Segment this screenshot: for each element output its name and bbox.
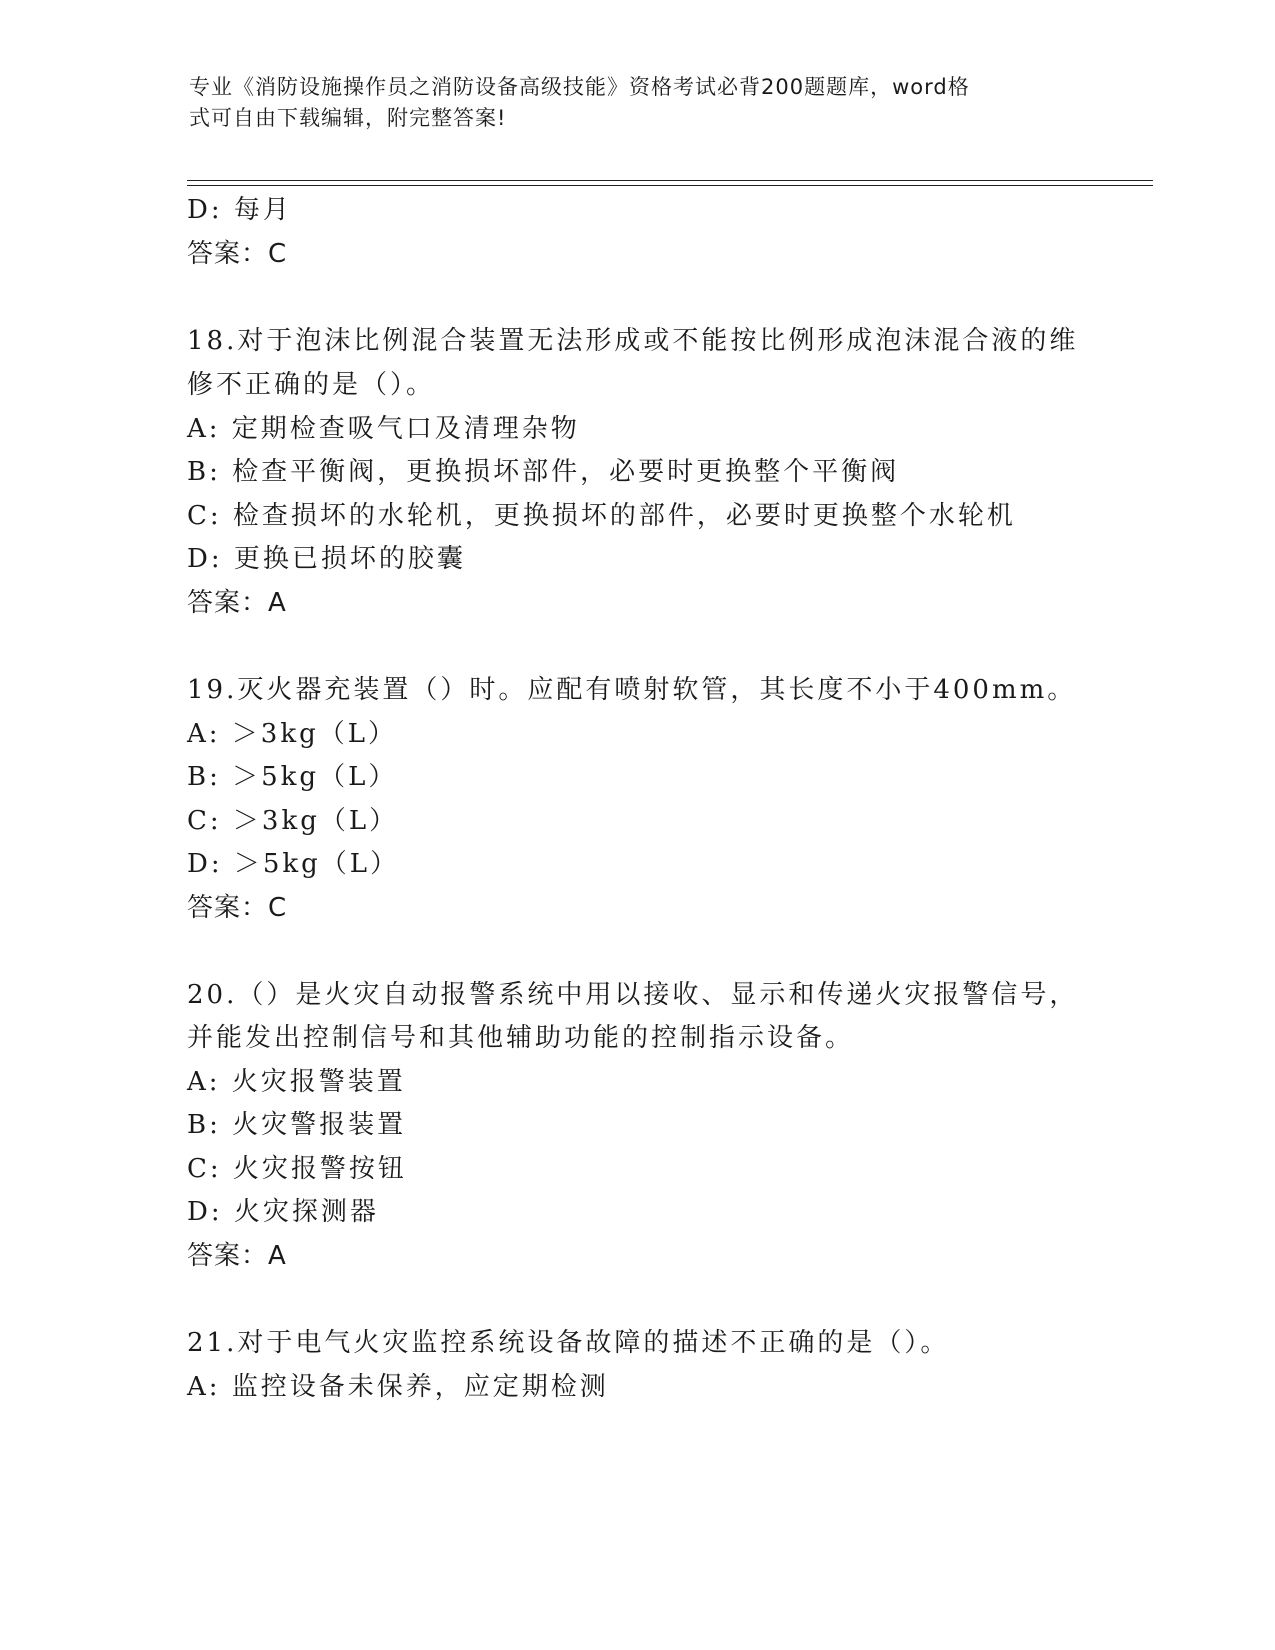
q19-answer: 答案：C xyxy=(187,893,288,923)
q21-stem-line-1: 21.对于电气火灾监控系统设备故障的描述不正确的是（）。 xyxy=(187,1328,950,1358)
q20-answer: 答案：A xyxy=(187,1241,287,1271)
q18-stem-line-1: 18.对于泡沫比例混合装置无法形成或不能按比例形成泡沫混合液的维 xyxy=(187,326,1079,356)
q19-stem-line-1: 19.灭火器充装置（）时。应配有喷射软管，其长度不小于400mm。 xyxy=(187,675,1077,705)
q19-option-a: A: ＞3kg（L） xyxy=(187,719,398,749)
header-divider-bottom xyxy=(187,185,1153,186)
header-line-2: 式可自由下载编辑，附完整答案! xyxy=(189,106,507,130)
q19-option-b: B: ＞5kg（L） xyxy=(187,762,398,792)
q20-option-d: D: 火灾探测器 xyxy=(187,1197,379,1227)
q19-option-c: C: ＞3kg（L） xyxy=(187,806,399,836)
q20-stem-line-2: 并能发出控制信号和其他辅助功能的控制指示设备。 xyxy=(187,1023,855,1053)
q18-stem-line-2: 修不正确的是（）。 xyxy=(187,370,436,400)
q18-option-d: D: 更换已损坏的胶囊 xyxy=(187,544,466,574)
q20-option-b: B: 火灾警报装置 xyxy=(187,1110,407,1140)
q18-answer: 答案：A xyxy=(187,588,287,618)
q21-option-a: A: 监控设备未保养，应定期检测 xyxy=(187,1372,609,1402)
q20-stem-line-1: 20.（）是火灾自动报警系统中用以接收、显示和传递火灾报警信号， xyxy=(187,980,1079,1010)
document-header xyxy=(189,72,1069,134)
header-line-1: 专业《消防设施操作员之消防设备高级技能》资格考试必背200题题库，word格 xyxy=(189,75,970,99)
q19-option-d: D: ＞5kg（L） xyxy=(187,849,400,879)
q18-option-b: B: 检查平衡阀，更换损坏部件，必要时更换整个平衡阀 xyxy=(187,457,900,487)
q20-option-a: A: 火灾报警装置 xyxy=(187,1067,406,1097)
header-divider-top xyxy=(187,180,1153,181)
prev-option-d: D: 每月 xyxy=(187,195,292,225)
q18-option-a: A: 定期检查吸气口及清理杂物 xyxy=(187,414,580,444)
q20-option-c: C: 火灾报警按钮 xyxy=(187,1154,407,1184)
q18-option-c: C: 检查损坏的水轮机，更换损坏的部件，必要时更换整个水轮机 xyxy=(187,501,1016,531)
prev-answer: 答案：C xyxy=(187,239,288,269)
